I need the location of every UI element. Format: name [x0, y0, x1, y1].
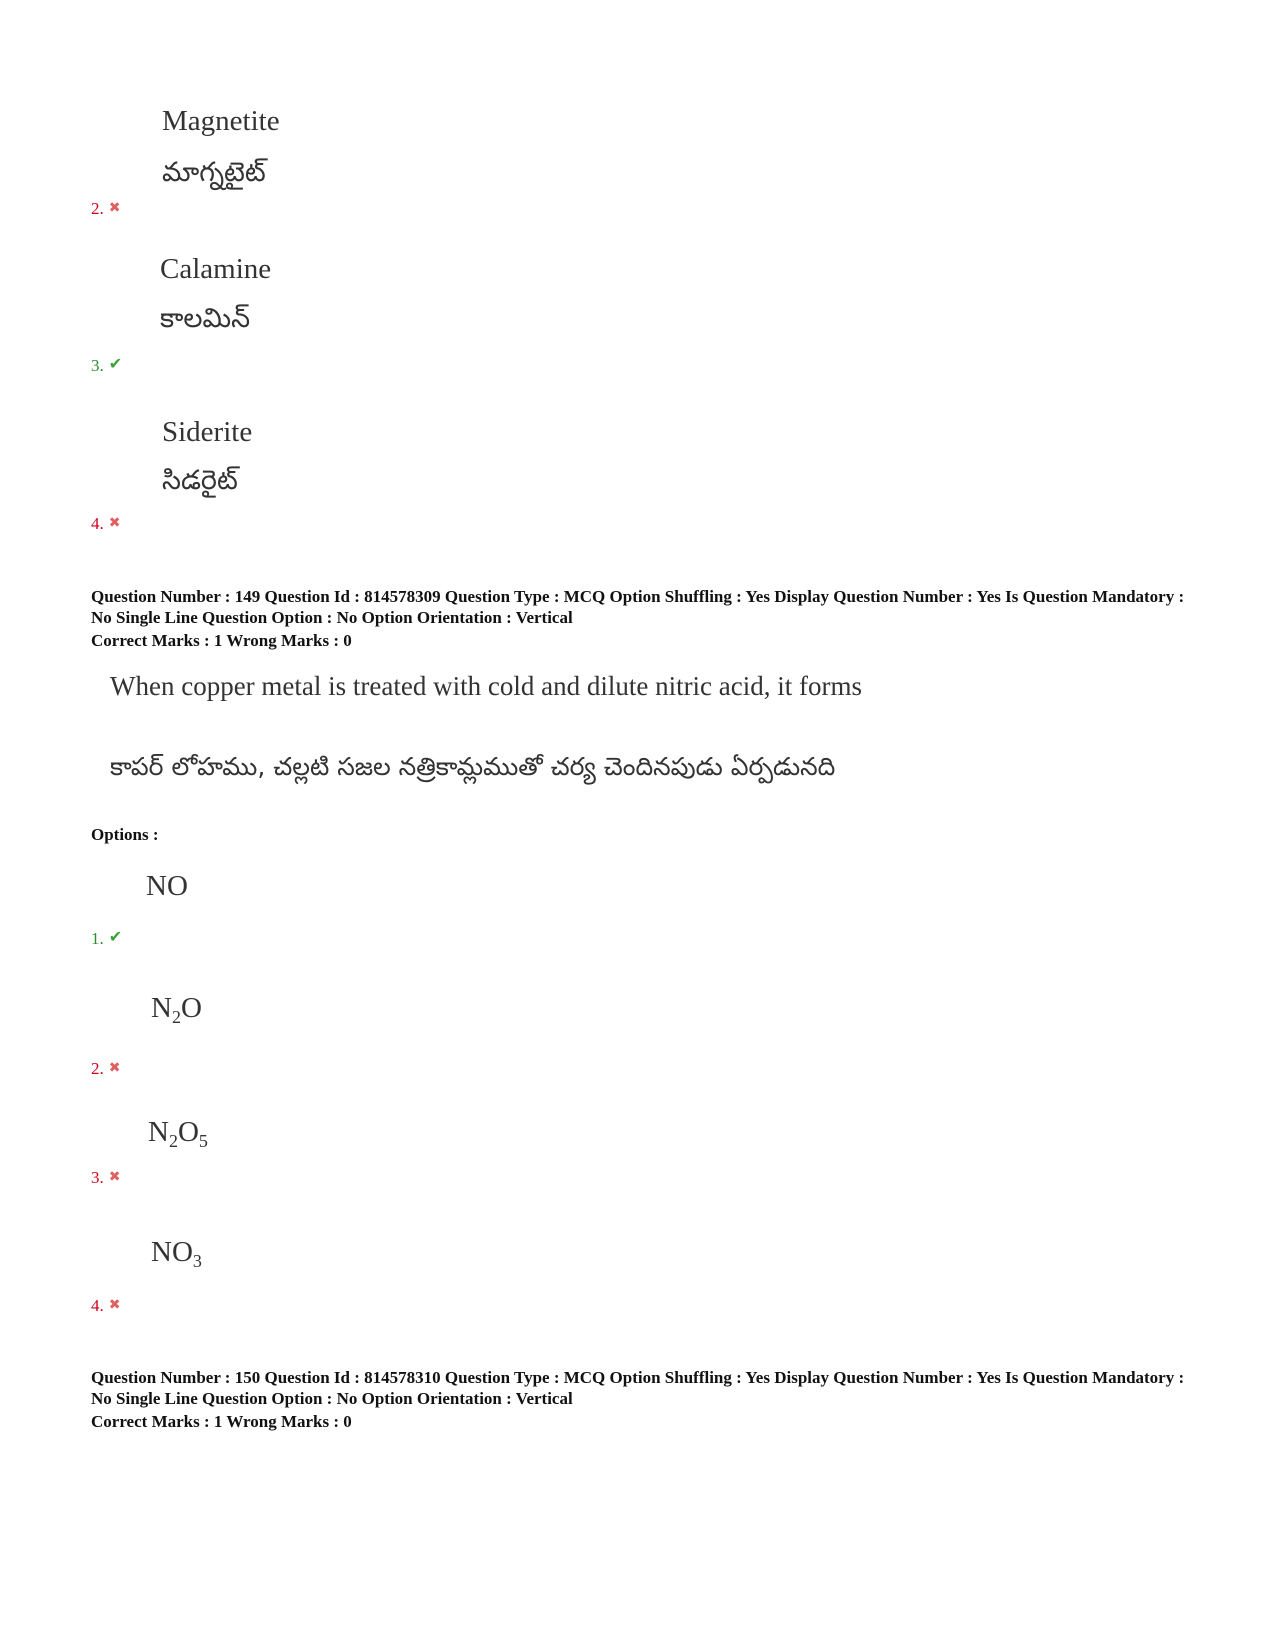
option-text-en: Magnetite — [162, 105, 280, 137]
formula-main: N — [151, 992, 172, 1024]
option-number — [91, 1296, 120, 1316]
question-marks: Correct Marks : 1 Wrong Marks : 0 — [91, 631, 352, 650]
formula-main: NO — [151, 1236, 193, 1268]
option-number-label: 1. — [91, 929, 104, 948]
option-number — [91, 354, 122, 376]
cross-icon: ✖ — [108, 1169, 121, 1185]
cross-icon: ✖ — [108, 1297, 121, 1313]
option-number-label: 2. — [91, 1059, 104, 1078]
formula-rest: O — [180, 992, 202, 1024]
question-meta: Question Number : 150 Question Id : 814578310 Question Type : MCQ Option Shuffling : Yes Display Question Number : Yes Is Question Mandatory : No Single Line Question Option : No Option Orientation : Vertical — [91, 1368, 1185, 1408]
option-number — [91, 927, 122, 949]
option-number-label: 3. — [91, 1168, 104, 1187]
options-label: Options : — [91, 825, 159, 844]
option-formula — [151, 1236, 202, 1269]
question-meta: Question Number : 149 Question Id : 814578309 Question Type : MCQ Option Shuffling : Yes Display Question Number : Yes Is Question Mandatory : No Single Line Question Option : No Option Orientation : Vertical — [91, 587, 1185, 627]
check-icon: ✔ — [108, 354, 123, 373]
option-formula — [151, 992, 202, 1025]
cross-icon: ✖ — [108, 515, 121, 531]
option-text-te: సిడరైట్ — [162, 465, 238, 496]
option-number — [91, 1059, 120, 1079]
question-text-en: When copper metal is treated with cold and dilute nitric acid, it forms — [110, 671, 863, 701]
formula-subscript: 3 — [192, 1251, 202, 1271]
formula-rest: O — [177, 1116, 199, 1148]
option-number — [91, 514, 120, 534]
formula-subscript: 2 — [171, 1007, 181, 1027]
option-text-en: Siderite — [162, 416, 253, 448]
option-number-label: 4. — [91, 514, 104, 533]
formula-subscript: 5 — [198, 1131, 208, 1151]
formula-main: NO — [146, 870, 188, 902]
option-text-en: Calamine — [160, 253, 272, 285]
question-marks: Correct Marks : 1 Wrong Marks : 0 — [91, 1412, 352, 1431]
option-number-label: 4. — [91, 1296, 104, 1315]
formula-main: N — [148, 1116, 169, 1148]
cross-icon: ✖ — [108, 200, 121, 216]
option-text-te: కాలమిన్ — [160, 303, 251, 334]
option-number — [91, 199, 120, 219]
option-formula — [148, 1116, 208, 1149]
option-number-label: 3. — [91, 356, 104, 375]
option-text-te: మాగ్నటైట్ — [162, 157, 266, 188]
option-formula — [146, 870, 188, 903]
option-number-label: 2. — [91, 199, 104, 218]
check-icon: ✔ — [108, 927, 123, 946]
option-number — [91, 1168, 120, 1188]
cross-icon: ✖ — [108, 1060, 121, 1076]
question-text-te: కాపర్ లోహము, చల్లటి సజల నత్రికామ్లముతో చర్య చెందినపుడు ఏర్పడునది — [110, 752, 836, 781]
formula-subscript: 2 — [168, 1131, 178, 1151]
